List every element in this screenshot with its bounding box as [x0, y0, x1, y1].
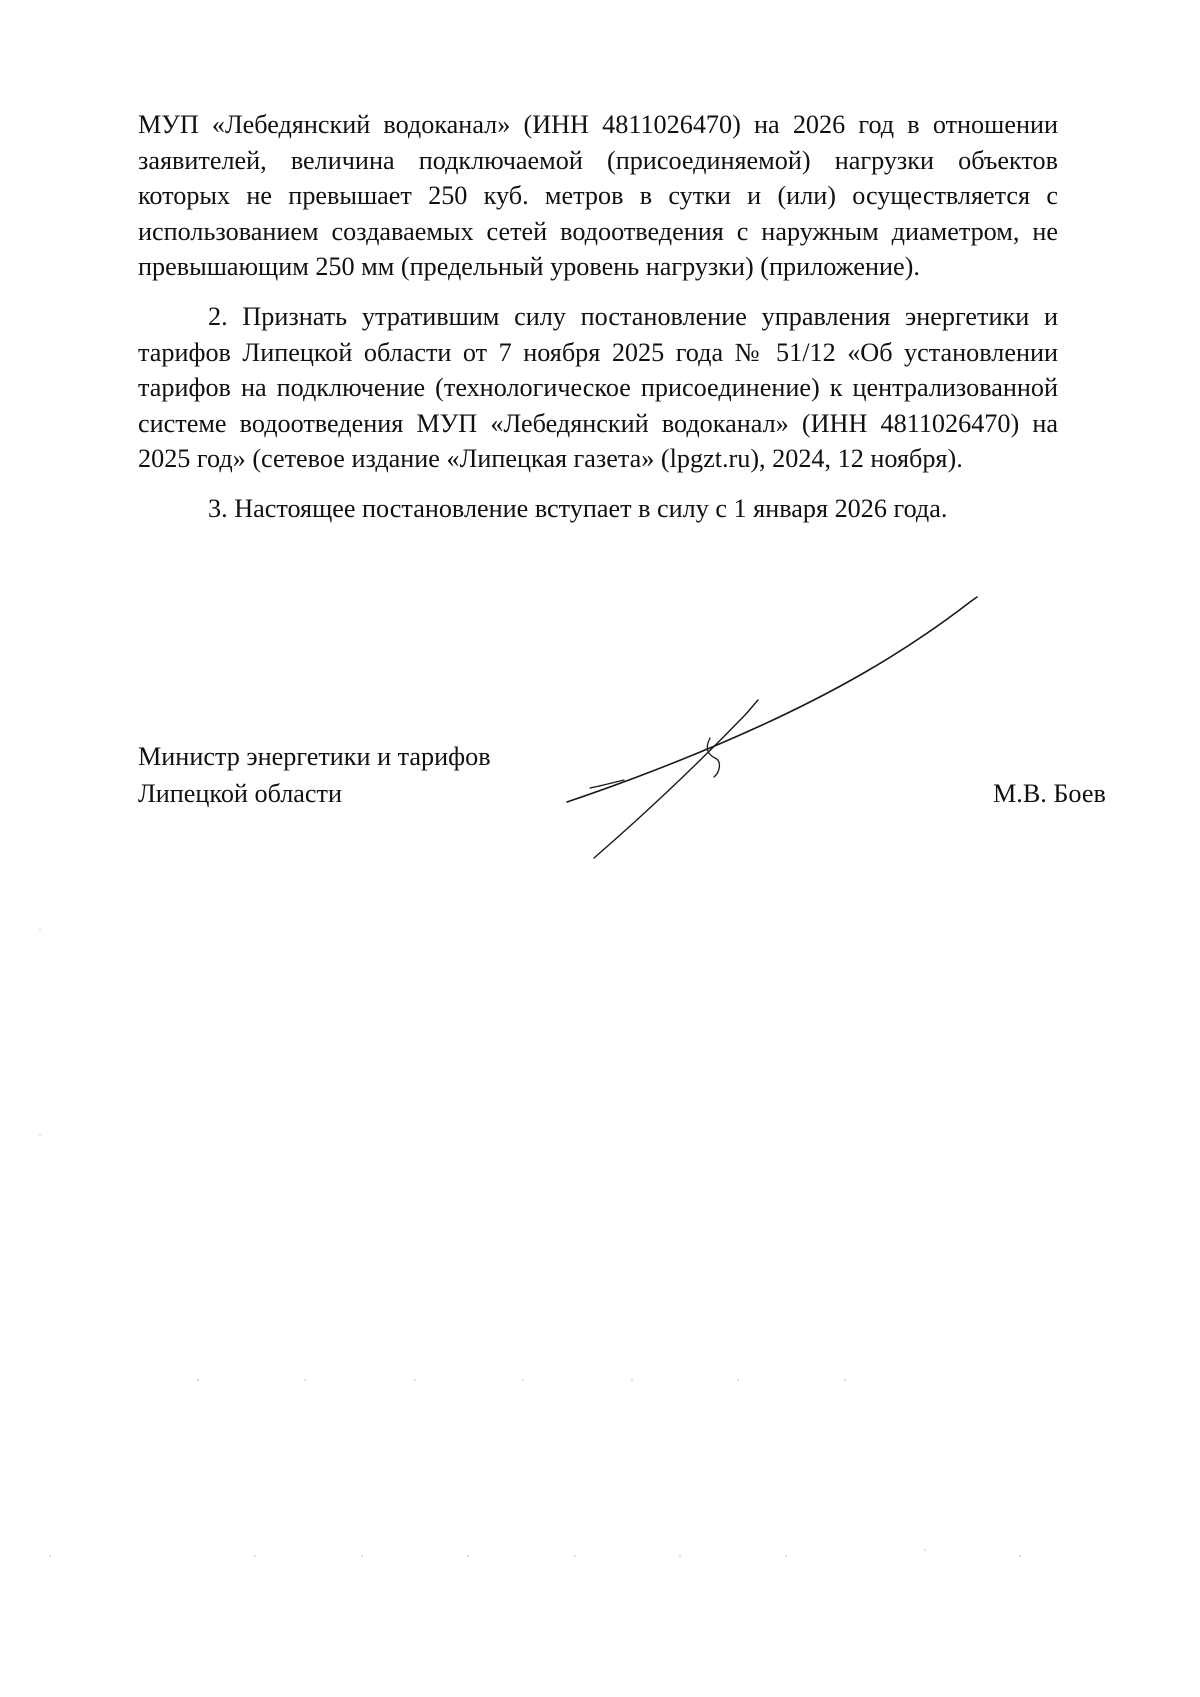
- signatory-position-line-1: Министр энергетики и тарифов: [138, 742, 491, 771]
- handwritten-signature: [560, 590, 1040, 870]
- signatory-position: [138, 738, 491, 812]
- paragraph-item-2: 2. Признать утратившим силу постановление управления энергетики и тарифов Липецкой области от 7 ноября 2025 года № 51/12 «Об установлении тарифов на подключение (технологическое присоединение) к централизованной системе водоотведения МУП «Лебедянский водоканал» (ИНН 4811026470) на 2025 год» (сетевое издание «Липецкая газета» (lpgzt.ru), 2024, 12 ноября).: [138, 301, 1058, 474]
- signatory-position-line-2: Липецкой области: [138, 779, 343, 808]
- signatory-name: М.В. Боев: [993, 779, 1106, 808]
- paragraph-continuation: МУП «Лебедянский водоканал» (ИНН 4811026470) на 2026 год в отношении заявителей, величина подключаемой (присоединяемой) нагрузки объектов которых не превышает 250 куб. метров в сутки и (или) осуществляется с использованием создаваемых сетей водоотведения с наружным диаметром, не превышающим 250 мм (предельный уровень нагрузки) (приложение).: [138, 110, 1058, 282]
- document-body: [138, 107, 1058, 541]
- signature-stroke-cross: [594, 700, 758, 858]
- signature-stroke-main: [567, 597, 977, 802]
- paragraph-item-3: 3. Настоящее постановление вступает в силу с 1 января 2026 года.: [208, 493, 948, 523]
